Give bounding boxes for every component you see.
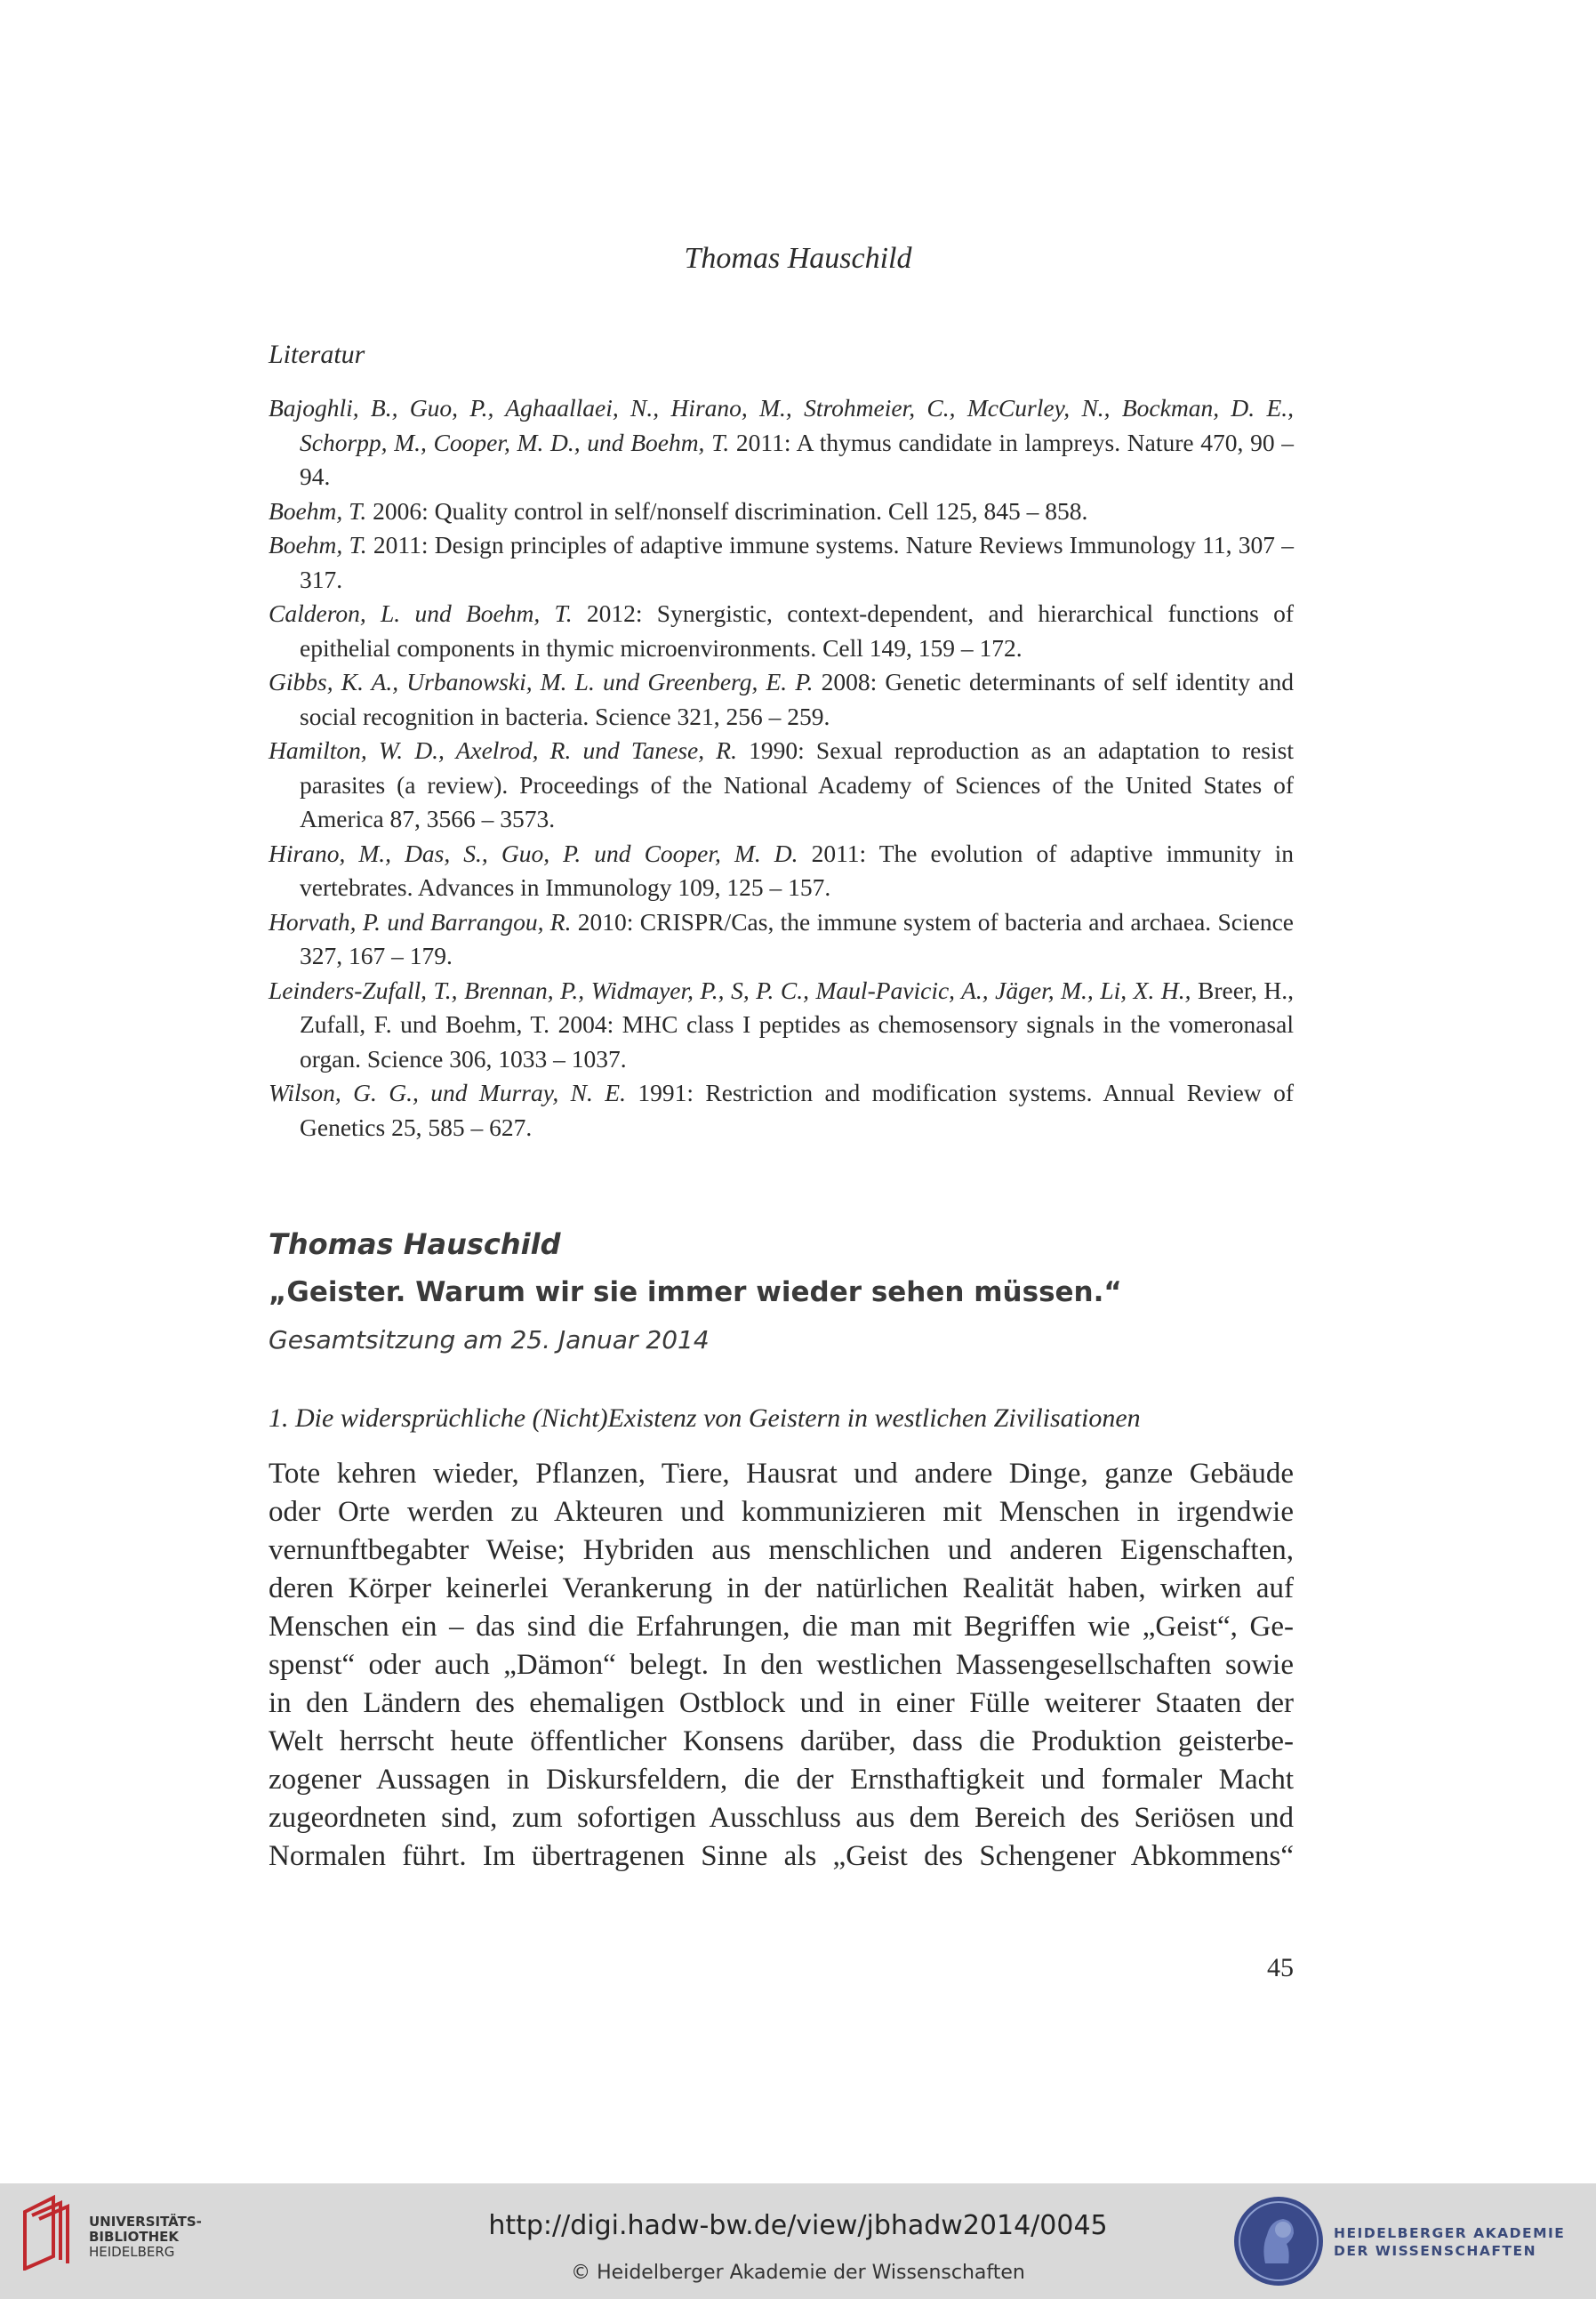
body-line: spenst“ oder auch „Dämon“ belegt. In den westlichen Massengesellschaften sowie (269, 1649, 1294, 1681)
literature-heading: Literatur (269, 340, 365, 369)
body-line: Menschen ein – das sind die Erfahrungen, die man mit Begriffen wie „Geist“, Ge- (269, 1611, 1294, 1643)
section-session: Gesamtsitzung am 25. Januar 2014 (269, 1325, 710, 1354)
reference-item: Boehm, T. 2006: Quality control in self/nonself discrimination. Cell 125, 845 – 858. (269, 496, 1088, 525)
academy-name: HEIDELBERGER AKADEMIE DER WISSENSCHAFTEN (1334, 2225, 1566, 2259)
reference-item: Gibbs, K. A., Urbanowski, M. L. und Greenberg, E. P. 2008: Genetic determinants of self identity and social recognition in bacteria. Science 321, 256 – 259. (269, 668, 1294, 730)
reference-item: Hamilton, W. D., Axelrod, R. und Tanese, R. 1990: Sexual reproduction as an adaptation to resist parasites (a review). Proceedings of the National Academy of Sciences of the United States of America 87, 3566 – 3573. (269, 736, 1294, 832)
copyright-notice: © Heidelberger Akademie der Wissenschaften (571, 2262, 1025, 2284)
reference-item: Wilson, G. G., und Murray, N. E. 1991: Restriction and modification systems. Annual Review of Genetics 25, 585 – 627. (269, 1079, 1294, 1141)
body-paragraph (269, 1455, 1294, 1876)
reference-item: Bajoghli, B., Guo, P., Aghaallaei, N., Hirano, M., Strohmeier, C., McCurley, N., Bockman, D. E., Schorpp, M., Cooper, M. D., und Boehm, T. 2011: A thymus candidate in lampreys. Nature 470, 90 – 94. (269, 394, 1294, 490)
body-line: Welt herrscht heute öffentlicher Konsens darüber, dass die Produktion geisterbe- (269, 1725, 1294, 1757)
body-line: oder Orte werden zu Akteuren und kommunizieren mit Menschen in irgendwie (269, 1496, 1294, 1528)
reference-item: Hirano, M., Das, S., Guo, P. und Cooper, M. D. 2011: The evolution of adaptive immunity in vertebrates. Advances in Immunology 109, 125 – 157. (269, 839, 1294, 901)
reference-item: Calderon, L. und Boehm, T. 2012: Synergistic, context-dependent, and hierarchical functions of epithelial components in thymic microenvironments. Cell 149, 159 – 172. (269, 599, 1294, 662)
body-line: Normalen führt. Im übertragenen Sinne als „Geist des Schengener Abkommens“ (269, 1840, 1294, 1872)
body-line: vernunftbegabter Weise; Hybriden aus menschlichen und anderen Eigenschaften, (269, 1534, 1294, 1566)
section-author: Thomas Hauschild (269, 1227, 561, 1261)
reference-item: Horvath, P. und Barrangou, R. 2010: CRISPR/Cas, the immune system of bacteria and archaea. Science 327, 167 – 179. (269, 907, 1294, 969)
body-line: zugeordneten sind, zum sofortigen Ausschluss aus dem Bereich des Seriösen und (269, 1802, 1294, 1834)
academy-seal-icon (1231, 2194, 1326, 2288)
body-line: Tote kehren wieder, Pflanzen, Tiere, Hausrat und andere Dinge, ganze Gebäude (269, 1458, 1294, 1490)
reference-item: Boehm, T. 2011: Design principles of adaptive immune systems. Nature Reviews Immunology 11, 307 – 317. (269, 531, 1294, 593)
body-line: deren Körper keinerlei Verankerung in der natürlichen Realität haben, wirken auf (269, 1572, 1294, 1604)
body-line: in den Ländern des ehemaligen Ostblock und in einer Fülle weiterer Staaten der (269, 1687, 1294, 1719)
section-title: „Geister. Warum wir sie immer wieder sehen müssen.“ (269, 1276, 1122, 1308)
subsection-heading: 1. Die widersprüchliche (Nicht)Existenz von Geistern in westlichen Zivilisationen (269, 1403, 1141, 1433)
university-library-name: UNIVERSITÄTS- BIBLIOTHEK HEIDELBERG (89, 2214, 202, 2260)
footer-bar (0, 2183, 1596, 2299)
reference-item: Leinders-Zufall, T., Brennan, P., Widmayer, P., S, P. C., Maul-Pavicic, A., Jäger, M., Li, X. H., Breer, H., Zufall, F. und Boehm, T. 2004: MHC class I peptides as chemosensory signals in the vomeronasal organ. Science 306, 1033 – 1037. (269, 976, 1294, 1073)
reference-list (269, 391, 1294, 1145)
source-url-link[interactable]: http://digi.hadw-bw.de/view/jbhadw2014/0045 (488, 2210, 1108, 2241)
body-line: zogener Aussagen in Diskursfeldern, die der Ernsthaftigkeit und formaler Macht (269, 1764, 1294, 1796)
page-number: 45 (1267, 1953, 1294, 1982)
running-head: Thomas Hauschild (684, 242, 912, 275)
